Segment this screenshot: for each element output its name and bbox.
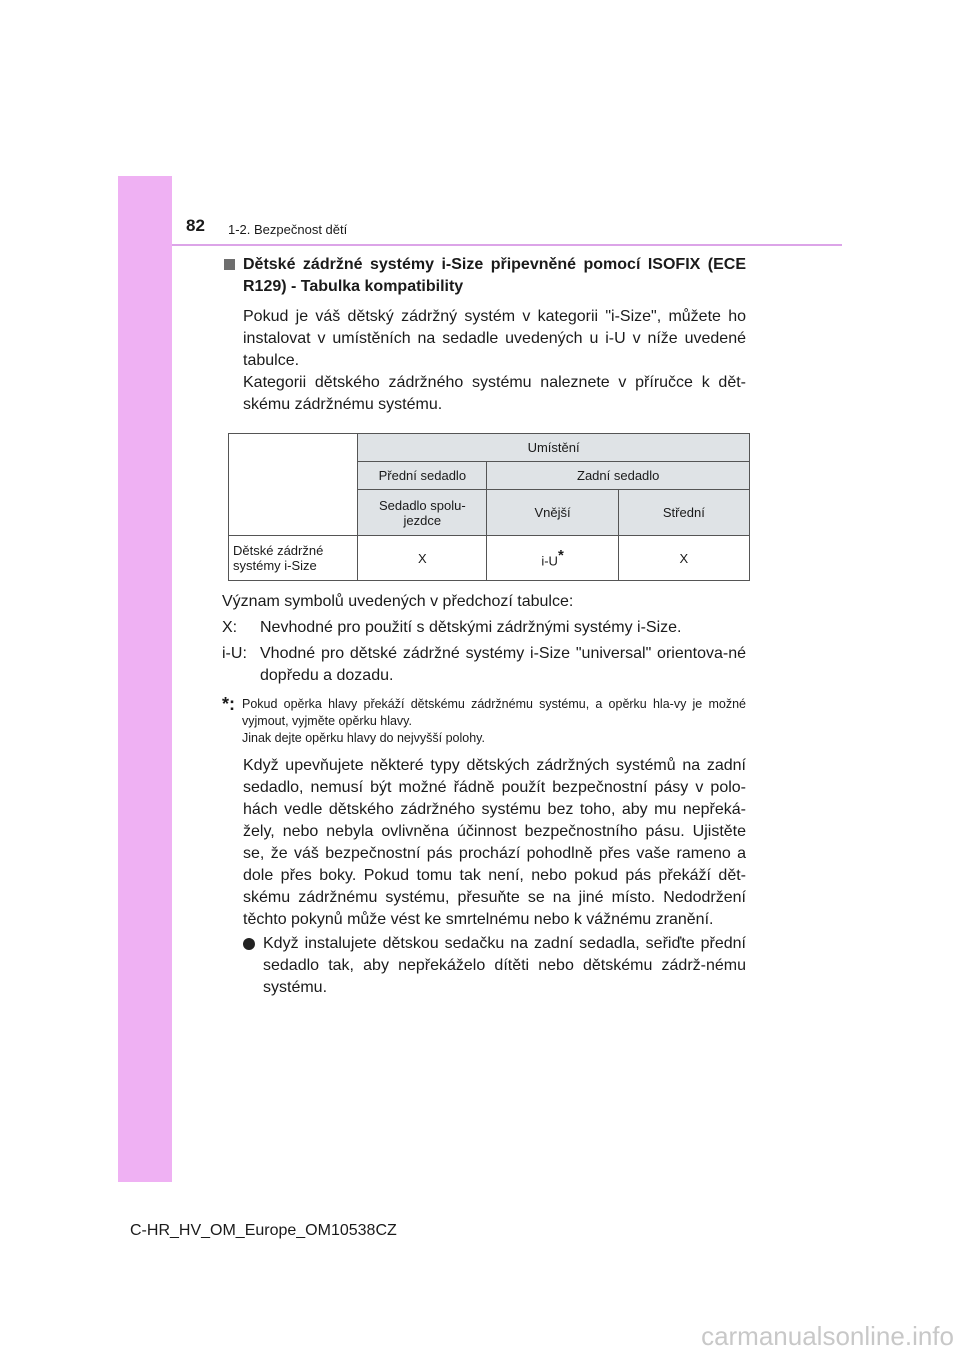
- definition-term: X:: [222, 619, 238, 636]
- table-cell: X: [618, 536, 749, 581]
- row-label: Dětské zádržné systémy i-Size: [229, 536, 358, 581]
- definition-desc: Vhodné pro dětské zádržné systémy i-Size "universal" orientova-né dopředu a dozadu.: [260, 645, 746, 684]
- definition-item: [222, 643, 746, 687]
- watermark: carmanualsonline.info: [701, 1321, 954, 1351]
- meaning-title: Význam symbolů uvedených v předchozí tabulce:: [222, 593, 574, 610]
- bullet-item: [243, 933, 746, 999]
- section-title: 1-2. Bezpečnost dětí: [228, 222, 348, 237]
- center-seat-header: Střední: [618, 490, 749, 536]
- warning-paragraph: [243, 755, 746, 931]
- intro-line-2: Kategorii dětského zádržného systému naleznete v příručce k dět-skému zádržnému systému.: [243, 374, 746, 413]
- footnote-mark: *:: [222, 694, 235, 714]
- warning-text: Když upevňujete některé typy dětských zádržných systémů na zadní sedadlo, nemusí být možné řádně použít bezpečnostní pásy v polo-hách vedle dětského zádržného systému bez toho, aby mu nepřeká-žely, nebo nebyla ovlivněna účinnost bezpečnostního pásu. Ujistěte se, že váš bezpečnostní pás prochází pohodlně přes vaše rameno a dole přes boky. Pokud tomu tak není, nebo pokud pás překáží dět-skému zádržnému systému, přesuňte se na jiné místo. Nedodržení těchto pokynů může vést ke smrtelnému nebo k vážnému zranění.: [243, 757, 746, 928]
- compatibility-table: [228, 433, 750, 581]
- sidebar-tab: [118, 176, 172, 1182]
- table-corner-cell: [229, 434, 358, 536]
- table-cell: [487, 536, 618, 581]
- bullet-text: Když instalujete dětskou sedačku na zadní sedadla, seřiďte přední sedadlo tak, aby nepřekáželo dítěti nebo dětskému zádrž-nému systému.: [263, 935, 746, 996]
- cell-value: i-U: [541, 553, 558, 569]
- footnote-body: [242, 696, 746, 747]
- main-content: [222, 254, 746, 999]
- location-header: Umístění: [358, 434, 750, 462]
- front-seat-header: Přední sedadlo: [358, 462, 487, 490]
- section-heading: [222, 254, 746, 298]
- passenger-seat-header: Sedadlo spolu-jezdce: [358, 490, 487, 536]
- definition-item: [222, 617, 746, 639]
- definition-term: i-U:: [222, 645, 247, 662]
- footnote-line-1: Pokud opěrka hlavy překáží dětskému zádržnému systému, a opěrku hla-vy je možné vyjmout, vyjměte opěrku hlavy.: [242, 697, 746, 728]
- footnote-line-2: Jinak dejte opěrku hlavy do nejvyšší polohy.: [242, 731, 485, 745]
- rear-seat-header: Zadní sedadlo: [487, 462, 750, 490]
- intro-line-1: Pokud je váš dětský zádržný systém v kategorii "i-Size", můžete ho instalovat v umístěních na sedadle uvedených u i-U v níže uvedené tabulce.: [243, 308, 746, 369]
- table-cell: X: [358, 536, 487, 581]
- outer-seat-header: Vnější: [487, 490, 618, 536]
- intro-paragraph: [243, 306, 746, 416]
- page-number: 82: [186, 216, 205, 235]
- definition-desc: Nevhodné pro použití s dětskými zádržnými systémy i-Size.: [260, 619, 682, 636]
- circle-bullet-icon: [243, 938, 255, 950]
- footnote: [222, 696, 746, 747]
- document-code: C-HR_HV_OM_Europe_OM10538CZ: [130, 1222, 397, 1239]
- header-divider: [172, 244, 842, 246]
- asterisk-mark: *: [557, 546, 564, 564]
- square-bullet-icon: [224, 259, 235, 270]
- heading-text: Dětské zádržné systémy i-Size připevněné pomocí ISOFIX (ECE R129) - Tabulka kompatibility: [243, 256, 746, 295]
